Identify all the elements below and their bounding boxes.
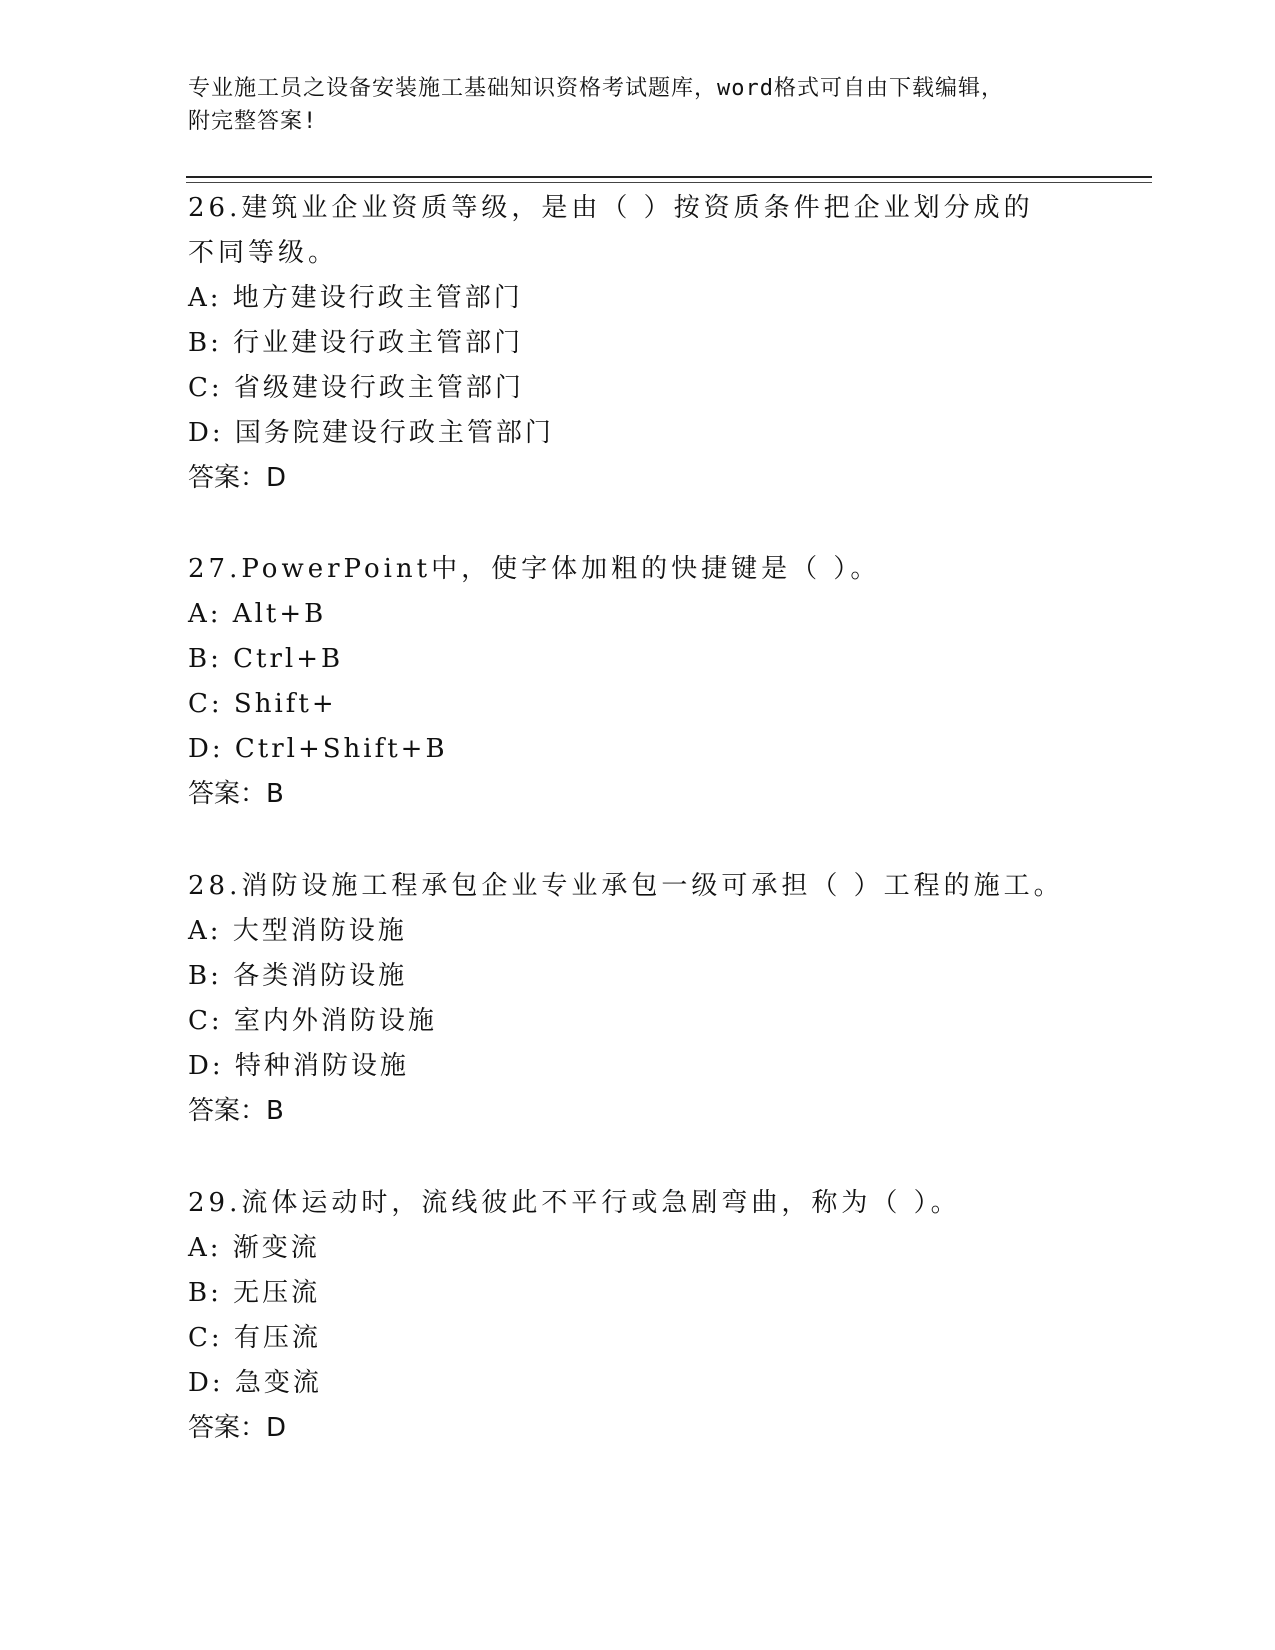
header-line-2: 附完整答案! — [188, 109, 318, 134]
question-28 — [188, 864, 1088, 1134]
question-stem: 27.PowerPoint中，使字体加粗的快捷键是（ ）。 — [188, 554, 881, 584]
header-divider-thin — [186, 182, 1152, 183]
option-d: D: Ctrl+Shift+B — [188, 734, 448, 764]
answer: 答案：D — [188, 463, 287, 493]
question-26 — [188, 186, 1088, 501]
option-c: C: 室内外消防设施 — [188, 1006, 437, 1036]
option-a: A: 渐变流 — [188, 1233, 320, 1263]
option-b: B: 各类消防设施 — [188, 961, 408, 991]
option-d: D: 国务院建设行政主管部门 — [188, 418, 554, 448]
option-a: A: 地方建设行政主管部门 — [188, 283, 523, 313]
header-divider-thick — [186, 176, 1152, 178]
question-29 — [188, 1181, 1088, 1451]
option-c: C: 省级建设行政主管部门 — [188, 373, 524, 403]
option-c: C: 有压流 — [188, 1323, 321, 1353]
option-b: B: 行业建设行政主管部门 — [188, 328, 524, 358]
option-d: D: 急变流 — [188, 1368, 322, 1398]
option-c: C: Shift+ — [188, 689, 337, 719]
question-stem: 29.流体运动时，流线彼此不平行或急剧弯曲，称为（ ）。 — [188, 1188, 961, 1218]
document-header — [188, 72, 1068, 138]
option-a: A: Alt+B — [188, 599, 327, 629]
answer: 答案：D — [188, 1413, 287, 1443]
question-stem: 26.建筑业企业资质等级，是由（ ）按资质条件把企业划分成的不同等级。 — [188, 193, 1034, 268]
question-stem: 28.消防设施工程承包企业专业承包一级可承担（ ）工程的施工。 — [188, 871, 1064, 901]
option-d: D: 特种消防设施 — [188, 1051, 409, 1081]
question-27 — [188, 547, 1088, 817]
option-b: B: 无压流 — [188, 1278, 321, 1308]
answer: 答案：B — [188, 1096, 284, 1126]
option-a: A: 大型消防设施 — [188, 916, 407, 946]
option-b: B: Ctrl+B — [188, 644, 344, 674]
answer: 答案：B — [188, 779, 284, 809]
header-line-1: 专业施工员之设备安装施工基础知识资格考试题库，word格式可自由下载编辑， — [188, 76, 1004, 101]
